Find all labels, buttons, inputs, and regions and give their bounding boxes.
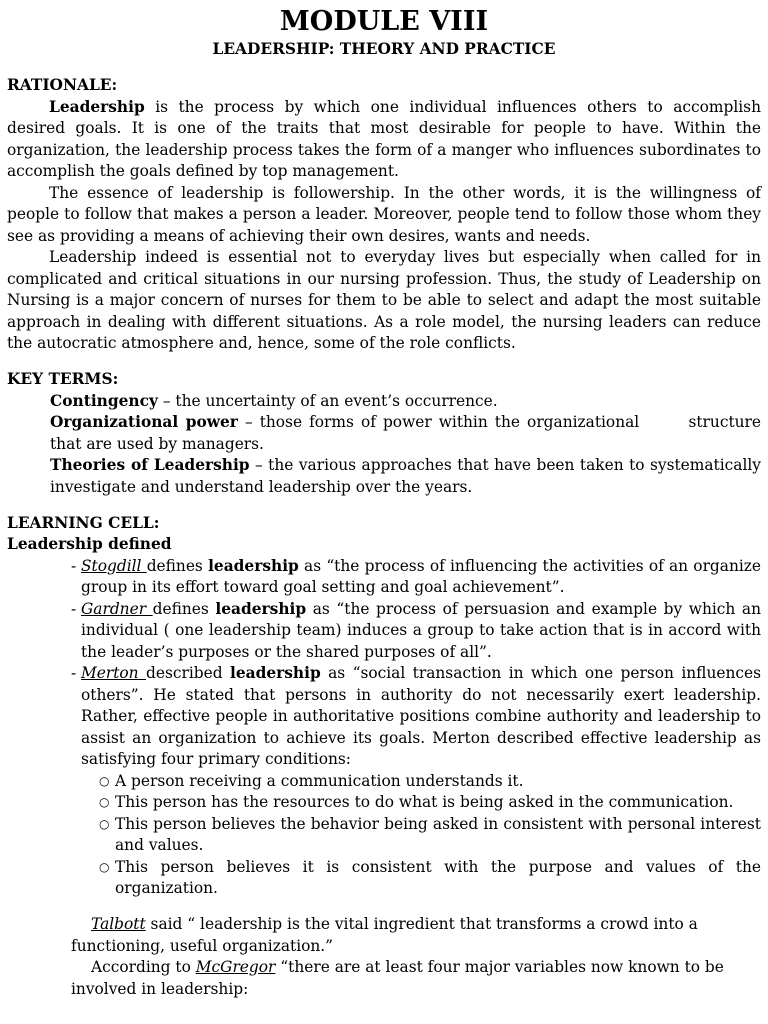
definition-text: as “the process of influencing the activities of an organize group in its effort toward goal setting and goal achievement”. (81, 556, 762, 596)
definition-item (71, 599, 761, 664)
author-name: Stogdill (81, 556, 147, 575)
author-name: Gardner (81, 599, 153, 618)
definition-item (71, 556, 761, 599)
key-term-name: Theories of Leadership (50, 456, 250, 474)
condition-text: A person receiving a communication understands it. (115, 771, 524, 790)
definition-term: leadership (208, 556, 299, 575)
key-term-item (50, 455, 761, 498)
author-name: McGregor (195, 958, 276, 976)
key-term-name: Contingency (50, 391, 158, 410)
author-name: Talbott (91, 915, 146, 933)
key-term-item (50, 391, 761, 413)
condition-text: This person believes the behavior being asked in consistent with personal interest and values. (115, 814, 761, 854)
dash-bullet: - (71, 664, 77, 682)
mcgregor-quote (71, 957, 761, 1000)
definition-item (71, 663, 761, 900)
rationale-paragraph-1 (7, 97, 761, 183)
module-subtitle: LEADERSHIP: THEORY AND PRACTICE (212, 40, 556, 58)
definition-verb: defines (152, 599, 216, 618)
circle-bullet-icon: ○ (99, 816, 110, 831)
key-term-definition: – the uncertainty of an event’s occurrence. (157, 391, 498, 410)
definition-term: leadership (215, 599, 307, 618)
condition-item (99, 792, 761, 814)
talbott-quote (71, 914, 761, 957)
definition-verb: defines (146, 556, 209, 575)
author-name: Merton (81, 664, 146, 682)
dash-bullet: - (71, 599, 77, 618)
conditions-list (81, 771, 761, 900)
key-terms-heading: KEY TERMS: (7, 370, 119, 388)
learning-cell-heading: LEARNING CELL: (7, 513, 160, 532)
rationale-p1-text: is the process by which one individual influences others to accomplish desired goals. It is one of the traits that most desirable for people to have. Within the organization, the leadership process takes the form of a manger who influences subordinates to accomplish the goals defined by top management. (7, 97, 761, 180)
rationale-paragraph-3: Leadership indeed is essential not to everyday lives but especially when called for in complicated and critical situations in our nursing profession. Thus, the study of Leadership on Nursing is a major concern of nurses for them to be able to select and adapt the most suitable approach in dealing with different situations. As a role model, the nursing leaders can reduce the autocratic atmosphere and, hence, some of the role conflicts. (7, 248, 761, 352)
circle-bullet-icon: ○ (99, 859, 110, 874)
key-term-name: Organizational power (50, 413, 238, 431)
key-term-item (50, 412, 766, 455)
circle-bullet-icon: ○ (99, 773, 110, 788)
leadership-term: Leadership (49, 97, 145, 116)
circle-bullet-icon: ○ (99, 795, 110, 809)
rationale-paragraph-2: The essence of leadership is followership. In the other words, it is the willingness of people to follow that makes a person a leader. Moreover, people tend to follow those whom they see as providing a means of achieving their own desires, wants and needs. (7, 183, 761, 245)
condition-text: This person believes it is consistent with the purpose and values of the organization. (115, 857, 761, 897)
rationale-heading: RATIONALE: (7, 76, 118, 94)
quote-lead: According to (91, 958, 196, 976)
key-term-definition: – the various approaches that have been taken to systematically investigate and understand leadership over the years. (50, 456, 761, 496)
quote-text: “there are at least four major variables now known to be involved in leadership: (71, 958, 724, 998)
quote-text: said “ leadership is the vital ingredient that transforms a crowd into a functioning, useful organization.” (71, 915, 698, 955)
key-term-definition: – those forms of power within the organizational structure that are used by managers. (50, 413, 766, 453)
condition-item (99, 857, 761, 900)
module-title: MODULE VIII (279, 6, 489, 37)
definition-term: leadership (229, 664, 321, 682)
condition-text: This person has the resources to do what is being asked in the communication. (115, 793, 734, 811)
condition-item (99, 814, 761, 857)
dash-bullet: - (71, 556, 77, 575)
definition-verb: described (146, 664, 230, 682)
leadership-defined-subheading: Leadership defined (7, 535, 172, 553)
definition-text: as “social transaction in which one person influences others”. He stated that persons in authority do not necessarily exert leadership. Rather, effective people in authoritative positions combine authority and leadership to assist an organization to achieve its goals. Merton described effective leadership as satisfying four primary conditions: (81, 664, 762, 768)
definition-list (7, 556, 761, 900)
condition-item (99, 771, 761, 793)
definition-text: as “the process of persuasion and example by which an individual ( one leadership team) induces a group to take action that is in accord with the leader’s purposes or the shared purposes of all”. (81, 599, 761, 661)
